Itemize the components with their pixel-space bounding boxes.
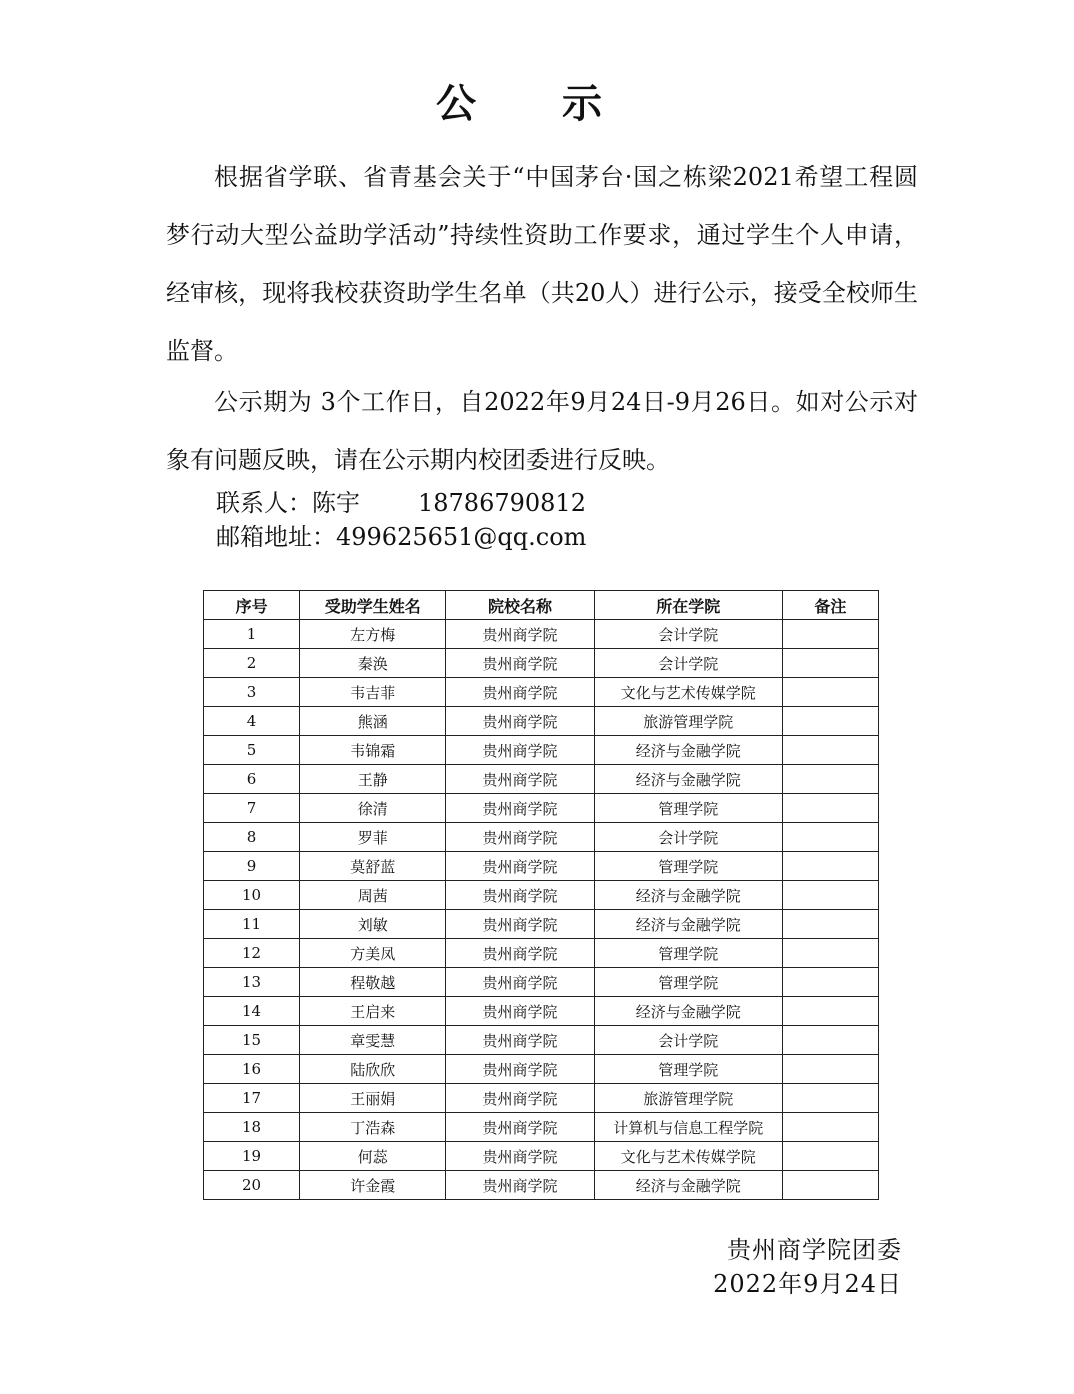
college-name: 经济与金融学院 [594, 910, 782, 939]
remarks [782, 620, 878, 649]
table-header-row [204, 591, 879, 620]
school-name: 贵州商学院 [446, 939, 594, 968]
row-index: 20 [204, 1171, 300, 1200]
school-name: 贵州商学院 [446, 1084, 594, 1113]
notice-paragraph-1: 根据省学联、省青基会关于“中国茅台·国之栋梁2021希望工程圆梦行动大型公益助学活动”持续性资助工作要求，通过学生个人申请，经审核，现将我校获资助学生名单（共20人）进行公示，接受全校师生监督。 [166, 163, 918, 365]
row-index: 9 [204, 852, 300, 881]
table-body [204, 620, 879, 1200]
table-row [204, 707, 879, 736]
row-index: 6 [204, 765, 300, 794]
header-college: 所在学院 [594, 591, 782, 620]
remarks [782, 910, 878, 939]
row-index: 5 [204, 736, 300, 765]
school-name: 贵州商学院 [446, 1171, 594, 1200]
student-name: 章雯慧 [300, 1026, 446, 1055]
row-index: 4 [204, 707, 300, 736]
row-index: 16 [204, 1055, 300, 1084]
remarks [782, 997, 878, 1026]
school-name: 贵州商学院 [446, 649, 594, 678]
header-school-name: 院校名称 [446, 591, 594, 620]
student-name: 左方梅 [300, 620, 446, 649]
row-index: 13 [204, 968, 300, 997]
table-row [204, 1084, 879, 1113]
remarks [782, 765, 878, 794]
remarks [782, 794, 878, 823]
student-name: 方美凤 [300, 939, 446, 968]
school-name: 贵州商学院 [446, 852, 594, 881]
student-name: 王丽娟 [300, 1084, 446, 1113]
college-name: 计算机与信息工程学院 [594, 1113, 782, 1142]
school-name: 贵州商学院 [446, 881, 594, 910]
school-name: 贵州商学院 [446, 1026, 594, 1055]
table-row [204, 736, 879, 765]
college-name: 会计学院 [594, 1026, 782, 1055]
row-index: 10 [204, 881, 300, 910]
table-row [204, 997, 879, 1026]
table-row [204, 939, 879, 968]
school-name: 贵州商学院 [446, 1113, 594, 1142]
table-row [204, 794, 879, 823]
table-row [204, 910, 879, 939]
table-row [204, 678, 879, 707]
row-index: 17 [204, 1084, 300, 1113]
student-name: 韦锦霜 [300, 736, 446, 765]
student-name: 秦涣 [300, 649, 446, 678]
recipient-table [203, 590, 879, 1200]
row-index: 11 [204, 910, 300, 939]
college-name: 会计学院 [594, 620, 782, 649]
remarks [782, 736, 878, 765]
table-row [204, 765, 879, 794]
table-row [204, 649, 879, 678]
remarks [782, 1113, 878, 1142]
school-name: 贵州商学院 [446, 968, 594, 997]
table-row [204, 823, 879, 852]
table-row [204, 1171, 879, 1200]
student-name: 熊涵 [300, 707, 446, 736]
college-name: 管理学院 [594, 794, 782, 823]
school-name: 贵州商学院 [446, 794, 594, 823]
school-name: 贵州商学院 [446, 823, 594, 852]
school-name: 贵州商学院 [446, 765, 594, 794]
college-name: 旅游管理学院 [594, 707, 782, 736]
college-name: 旅游管理学院 [594, 1084, 782, 1113]
college-name: 经济与金融学院 [594, 997, 782, 1026]
student-name: 丁浩森 [300, 1113, 446, 1142]
row-index: 18 [204, 1113, 300, 1142]
college-name: 管理学院 [594, 968, 782, 997]
college-name: 经济与金融学院 [594, 1171, 782, 1200]
row-index: 7 [204, 794, 300, 823]
contact-line [216, 486, 586, 520]
school-name: 贵州商学院 [446, 707, 594, 736]
student-name: 程敬越 [300, 968, 446, 997]
header-student-name: 受助学生姓名 [300, 591, 446, 620]
table-row [204, 852, 879, 881]
contact-phone: 18786790812 [418, 489, 586, 517]
school-name: 贵州商学院 [446, 736, 594, 765]
college-name: 文化与艺术传媒学院 [594, 1142, 782, 1171]
college-name: 文化与艺术传媒学院 [594, 678, 782, 707]
header-remarks: 备注 [782, 591, 878, 620]
remarks [782, 1026, 878, 1055]
row-index: 14 [204, 997, 300, 1026]
student-name: 刘敏 [300, 910, 446, 939]
signature-date: 2022年9月24日 [713, 1270, 902, 1298]
table-row [204, 881, 879, 910]
school-name: 贵州商学院 [446, 1055, 594, 1084]
school-name: 贵州商学院 [446, 910, 594, 939]
notice-paragraph-2: 公示期为 3个工作日，自2022年9月24日-9月26日。如对公示对象有问题反映，请在公示期内校团委进行反映。 [166, 388, 918, 474]
table-row [204, 1055, 879, 1084]
row-index: 3 [204, 678, 300, 707]
remarks [782, 1142, 878, 1171]
remarks [782, 1171, 878, 1200]
remarks [782, 939, 878, 968]
remarks [782, 823, 878, 852]
college-name: 管理学院 [594, 939, 782, 968]
remarks [782, 678, 878, 707]
row-index: 8 [204, 823, 300, 852]
table-row [204, 1113, 879, 1142]
student-name: 周茜 [300, 881, 446, 910]
college-name: 经济与金融学院 [594, 736, 782, 765]
contact-email: 邮箱地址：499625651@qq.com [216, 523, 587, 551]
school-name: 贵州商学院 [446, 1142, 594, 1171]
table-row [204, 1142, 879, 1171]
student-name: 徐清 [300, 794, 446, 823]
school-name: 贵州商学院 [446, 678, 594, 707]
college-name: 经济与金融学院 [594, 881, 782, 910]
header-index: 序号 [204, 591, 300, 620]
row-index: 1 [204, 620, 300, 649]
student-name: 韦吉菲 [300, 678, 446, 707]
school-name: 贵州商学院 [446, 997, 594, 1026]
college-name: 会计学院 [594, 649, 782, 678]
signature-org: 贵州商学院团委 [727, 1236, 902, 1264]
row-index: 15 [204, 1026, 300, 1055]
college-name: 管理学院 [594, 1055, 782, 1084]
remarks [782, 707, 878, 736]
student-name: 莫舒蓝 [300, 852, 446, 881]
college-name: 会计学院 [594, 823, 782, 852]
remarks [782, 1055, 878, 1084]
remarks [782, 968, 878, 997]
row-index: 12 [204, 939, 300, 968]
table-row [204, 1026, 879, 1055]
remarks [782, 881, 878, 910]
student-name: 王静 [300, 765, 446, 794]
remarks [782, 852, 878, 881]
school-name: 贵州商学院 [446, 620, 594, 649]
page-title: 公 示 [436, 81, 638, 127]
college-name: 管理学院 [594, 852, 782, 881]
table-row [204, 968, 879, 997]
row-index: 19 [204, 1142, 300, 1171]
remarks [782, 649, 878, 678]
student-name: 陆欣欣 [300, 1055, 446, 1084]
contact-person: 联系人：陈宇 [216, 489, 360, 517]
row-index: 2 [204, 649, 300, 678]
student-name: 王启来 [300, 997, 446, 1026]
table-row [204, 620, 879, 649]
remarks [782, 1084, 878, 1113]
student-name: 许金霞 [300, 1171, 446, 1200]
student-name: 何蕊 [300, 1142, 446, 1171]
student-name: 罗菲 [300, 823, 446, 852]
college-name: 经济与金融学院 [594, 765, 782, 794]
